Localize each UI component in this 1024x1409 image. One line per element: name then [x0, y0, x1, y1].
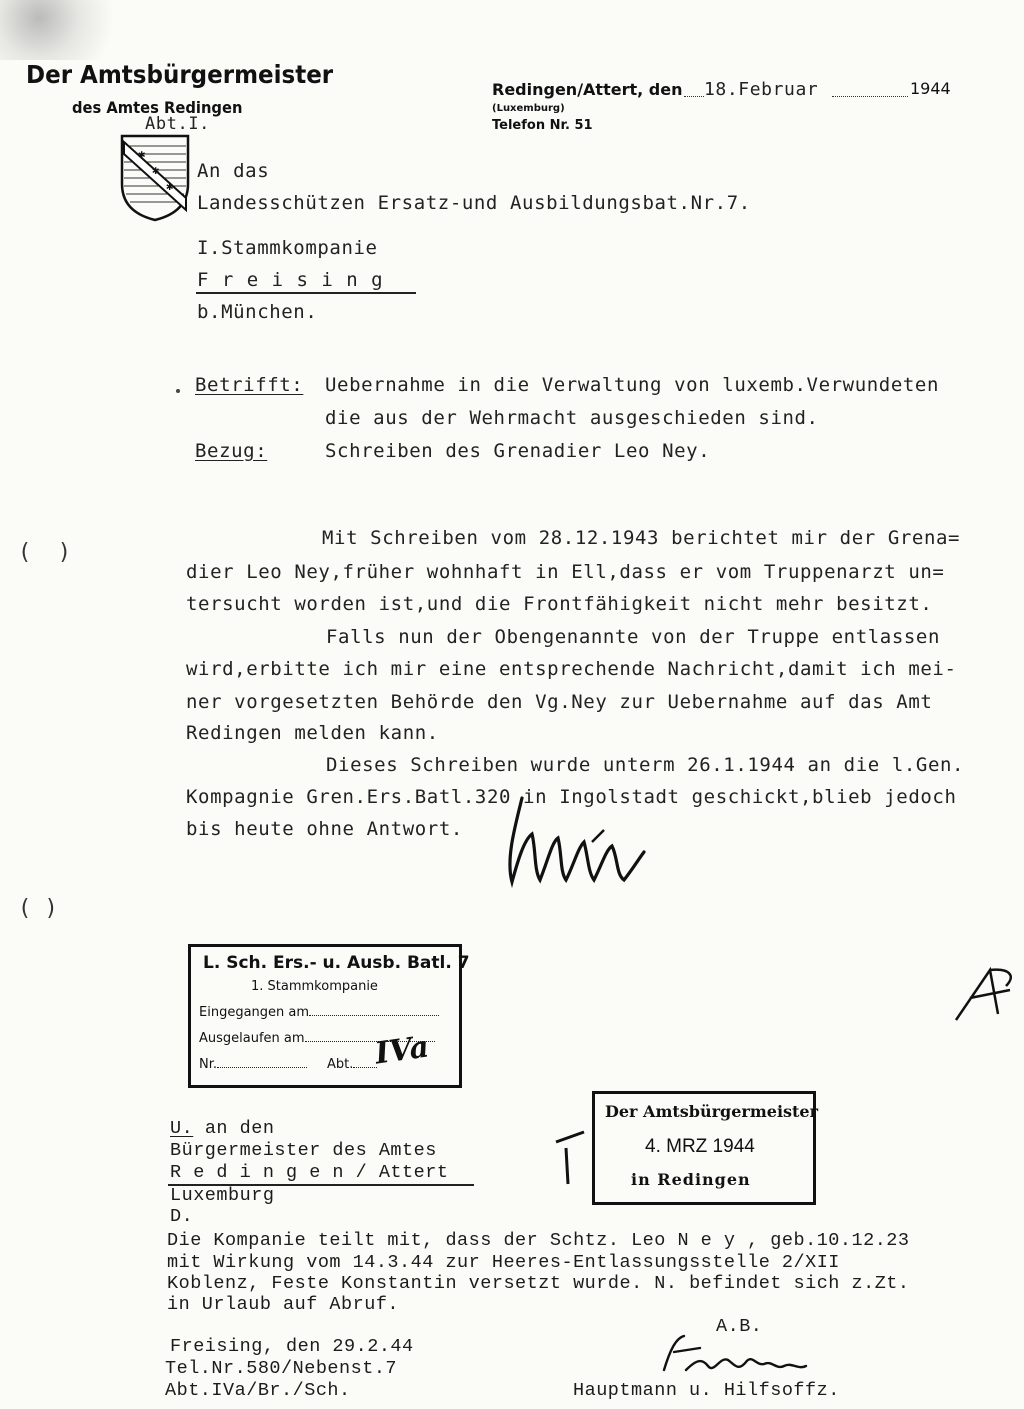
stamp-title: L. Sch. Ers.- u. Ausb. Batl. 7 [203, 953, 470, 973]
reply-text-3: Koblenz, Feste Konstantin versetzt wurde. N. befindet sich z.Zt. [167, 1273, 910, 1294]
stamp-received: Eingegangen am [199, 1005, 439, 1020]
mayor-stamp-title: Der Amtsbürgermeister [605, 1102, 819, 1121]
captain-signature [656, 1330, 826, 1380]
margin-mark: ( ) [18, 540, 71, 565]
reply-text-2: mit Wirkung vom 14.3.44 zur Heeres-Entlassungsstelle 2/XII [167, 1252, 840, 1273]
battalion-stamp [188, 944, 470, 1088]
mayor-stamp-place: in Redingen [631, 1170, 751, 1189]
betrifft-line-2: die aus der Wehrmacht ausgeschieden sind. [325, 407, 819, 429]
department: Abt.I. [145, 114, 211, 134]
place-date-label: Redingen/Attert, den [492, 80, 683, 99]
stamp-handwritten-ref: IVa [372, 1029, 432, 1072]
betrifft-label: Betrifft: [195, 374, 304, 396]
reply-text-1: Die Kompanie teilt mit, dass der Schtz. Leo N e y , geb.10.12.23 [167, 1230, 910, 1251]
reply-footer-1: Freising, den 29.2.44 [170, 1336, 414, 1357]
stamp-subtitle: 1. Stammkompanie [251, 979, 378, 994]
bezug-text: Schreiben des Grenadier Leo Ney. [325, 440, 711, 462]
coat-of-arms-icon [118, 132, 192, 224]
recipient-line-2: Landesschützen Ersatz-und Ausbildungsbat.Nr.7. [197, 192, 751, 214]
svg-text:✱: ✱ [152, 163, 160, 177]
date-dotline-1 [684, 96, 704, 97]
recipient-underline [196, 292, 416, 294]
margin-mark: ( ) [18, 896, 58, 921]
body-line-8: Dieses Schreiben wurde unterm 26.1.1944 an die l.Gen. [326, 754, 965, 776]
country: (Luxemburg) [492, 103, 565, 114]
body-line-4: Falls nun der Obengenannte von der Truppe entlassen [326, 626, 940, 648]
svg-text:✱: ✱ [166, 179, 174, 193]
initials-mark [950, 964, 1020, 1024]
svg-text:✱: ✱ [138, 147, 146, 161]
reply-address-2: Bürgermeister des Amtes [170, 1140, 437, 1161]
stamp-nr: Nr. [199, 1057, 307, 1072]
mayor-stamp-date: 4. MRZ 1944 [645, 1136, 755, 1157]
signer-prefix: A.B. [716, 1316, 763, 1337]
reply-footer-2: Tel.Nr.580/Nebenst.7 [165, 1358, 398, 1379]
body-line-1: Mit Schreiben vom 28.12.1943 berichtet mir der Grena= [322, 527, 961, 549]
date-day-month: 18.Februar [704, 79, 819, 100]
bullet-dot [176, 389, 180, 393]
body-line-6: ner vorgesetzten Behörde den Vg.Ney zur Uebernahme auf das Amt [186, 691, 933, 713]
betrifft-line-1: Uebernahme in die Verwaltung von luxemb.Verwundeten [325, 374, 939, 396]
phone: Telefon Nr. 51 [492, 118, 593, 133]
reply-address-3: R e d i n g e n / Attert [170, 1162, 449, 1183]
recipient-line-4: F r e i s i n g [197, 269, 384, 291]
body-line-2: dier Leo Ney,früher wohnhaft in Ell,dass er vom Truppenarzt un= [186, 561, 945, 583]
body-line-7: Redingen melden kann. [186, 722, 439, 744]
recipient-line-5: b.München. [197, 301, 318, 323]
body-line-9: Kompagnie Gren.Ers.Batl.320 in Ingolstadt geschickt,blieb jedoch [186, 786, 957, 808]
letterhead-title: Der Amtsbürgermeister [26, 60, 334, 89]
date-year: 1944 [910, 79, 951, 98]
handwritten-mark [552, 1128, 592, 1188]
body-line-3: tersucht worden ist,und die Frontfähigkeit nicht mehr besitzt. [186, 593, 933, 615]
bezug-label: Bezug: [195, 440, 268, 462]
signer-title: Hauptmann u. Hilfsoffz. [573, 1380, 840, 1401]
date-dotline-2 [832, 96, 908, 97]
stamp-abt: Abt. [327, 1057, 377, 1072]
mayor-stamp [592, 1091, 819, 1205]
body-line-5: wird,erbitte ich mir eine entsprechende Nachricht,damit ich mei- [186, 658, 957, 680]
reply-address-4: Luxemburg [170, 1185, 275, 1206]
recipient-line-1: An das [197, 160, 270, 182]
letterhead-subtitle: des Amtes Redingen [72, 98, 243, 117]
reply-footer-3: Abt.IVa/Br./Sch. [165, 1380, 351, 1401]
reply-address-5: D. [170, 1206, 194, 1227]
paper-smudge [0, 0, 130, 60]
mayor-signature [492, 790, 657, 890]
recipient-line-3: I.Stammkompanie [197, 237, 378, 259]
reply-address-1: U. an den [170, 1118, 275, 1139]
reply-text-4: in Urlaub auf Abruf. [167, 1294, 400, 1315]
stamp-sent: Ausgelaufen am [199, 1031, 435, 1046]
body-line-10: bis heute ohne Antwort. [186, 818, 463, 840]
